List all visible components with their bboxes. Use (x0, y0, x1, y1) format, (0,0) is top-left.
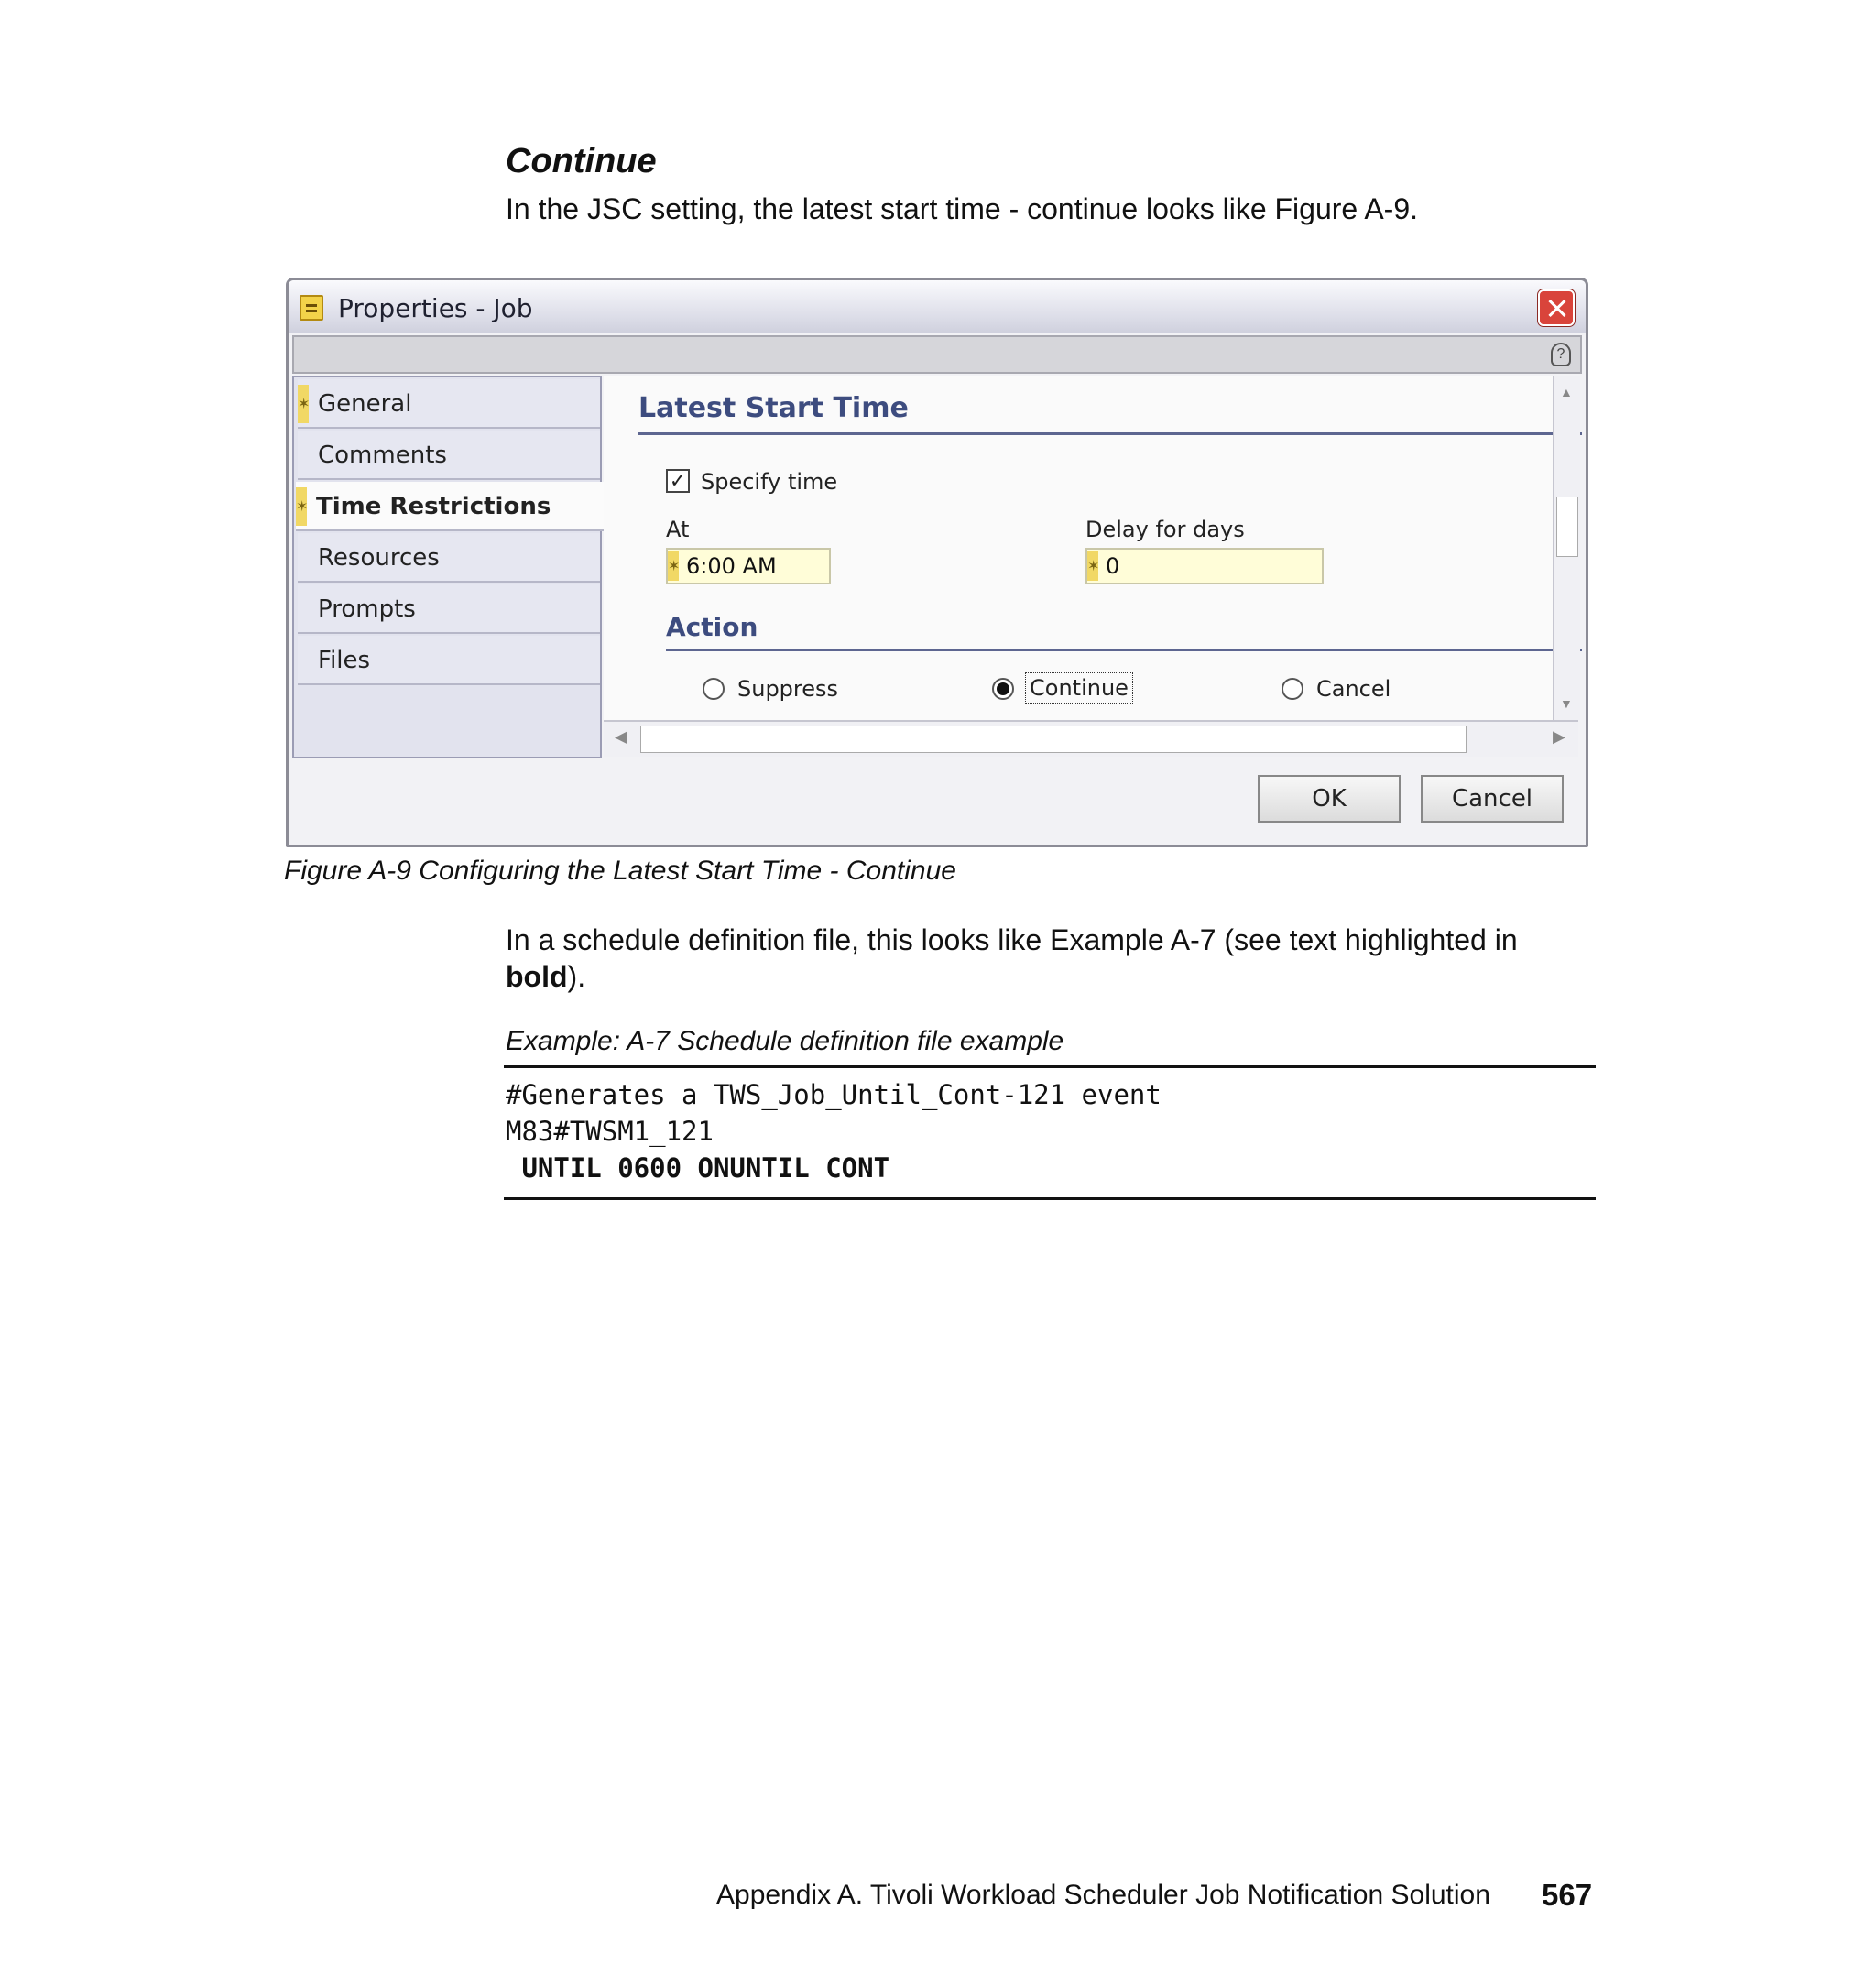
specify-time-label: Specify time (701, 469, 838, 495)
page-footer: Appendix A. Tivoli Workload Scheduler Job Notification Solution (716, 1880, 1490, 1910)
vertical-scroll-thumb[interactable] (1556, 496, 1578, 557)
scroll-left-icon[interactable]: ◀ (615, 727, 627, 746)
intro-paragraph: In the JSC setting, the latest start time - continue looks like Figure A-9. (506, 192, 1419, 225)
properties-job-dialog (286, 278, 1588, 847)
required-star-icon: ✶ (298, 385, 309, 423)
dialog-title: Properties - Job (338, 293, 533, 323)
delay-label: Delay for days (1085, 517, 1245, 542)
nav-item-comments[interactable] (298, 431, 600, 480)
latest-start-time-title: Latest Start Time (638, 392, 909, 424)
section-divider (638, 432, 1582, 435)
at-time-value: 6:00 AM (686, 553, 777, 579)
section-heading: Continue (506, 142, 657, 180)
schedule-paragraph-end: ). (567, 960, 586, 993)
nav-item-time-restrictions[interactable] (296, 482, 604, 531)
at-label: At (666, 517, 690, 542)
required-star-icon: ✶ (296, 487, 307, 526)
nav-item-label: Time Restrictions (316, 493, 551, 520)
nav-item-resources[interactable] (298, 533, 600, 583)
horizontal-scrollbar[interactable] (604, 720, 1578, 757)
suppress-radio[interactable] (703, 678, 725, 700)
nav-item-label: Files (318, 647, 371, 674)
dialog-titlebar[interactable] (289, 280, 1586, 333)
scroll-up-icon[interactable]: ▲ (1560, 385, 1573, 399)
specify-time-checkbox[interactable]: ✓ (666, 469, 690, 493)
action-divider (666, 649, 1582, 651)
action-title: Action (666, 612, 758, 642)
required-star-icon: ✶ (668, 551, 679, 581)
nav-item-label: Resources (318, 544, 440, 572)
figure-caption: Figure A-9 Configuring the Latest Start Time - Continue (284, 856, 956, 886)
bold-word: bold (506, 960, 568, 993)
close-button[interactable] (1538, 289, 1575, 326)
code-line-3: UNTIL 0600 ONUNTIL CONT (506, 1152, 890, 1184)
help-toolbar (292, 335, 1582, 374)
continue-label: Continue (1025, 672, 1133, 704)
time-restrictions-panel (604, 376, 1578, 720)
help-icon[interactable]: ? (1551, 343, 1571, 366)
continue-radio[interactable] (992, 678, 1014, 700)
code-line-2: M83#TWSM1_121 (506, 1116, 714, 1147)
nav-item-label: Prompts (318, 595, 416, 623)
at-time-input[interactable] (666, 548, 831, 584)
example-caption: Example: A-7 Schedule definition file example (506, 1026, 1064, 1056)
suppress-label: Suppress (737, 676, 839, 702)
required-star-icon: ✶ (1087, 551, 1098, 581)
horizontal-scroll-thumb[interactable] (640, 726, 1467, 753)
cancel-radio[interactable] (1282, 678, 1303, 700)
delay-days-input[interactable] (1085, 548, 1324, 584)
scroll-right-icon[interactable]: ▶ (1553, 727, 1565, 746)
example-bottom-rule (504, 1197, 1596, 1200)
cancel-radio-label: Cancel (1316, 676, 1391, 702)
properties-nav (292, 376, 602, 758)
cancel-button[interactable]: Cancel (1421, 775, 1564, 823)
job-properties-icon (300, 295, 323, 321)
nav-item-label: Comments (318, 442, 447, 469)
example-top-rule (504, 1065, 1596, 1068)
nav-item-general[interactable] (298, 379, 600, 429)
nav-item-files[interactable] (298, 636, 600, 685)
nav-item-prompts[interactable] (298, 584, 600, 634)
delay-days-value: 0 (1106, 553, 1120, 579)
schedule-paragraph (506, 922, 1605, 995)
schedule-paragraph-text: In a schedule definition file, this looks like Example A-7 (see text highlighted in (506, 923, 1518, 956)
page-number: 567 (1542, 1878, 1593, 1912)
vertical-scrollbar[interactable] (1553, 376, 1580, 720)
code-line-1: #Generates a TWS_Job_Until_Cont-121 event (506, 1079, 1162, 1110)
nav-item-label: General (318, 390, 412, 418)
scroll-down-icon[interactable]: ▼ (1560, 696, 1573, 711)
ok-button[interactable]: OK (1258, 775, 1401, 823)
